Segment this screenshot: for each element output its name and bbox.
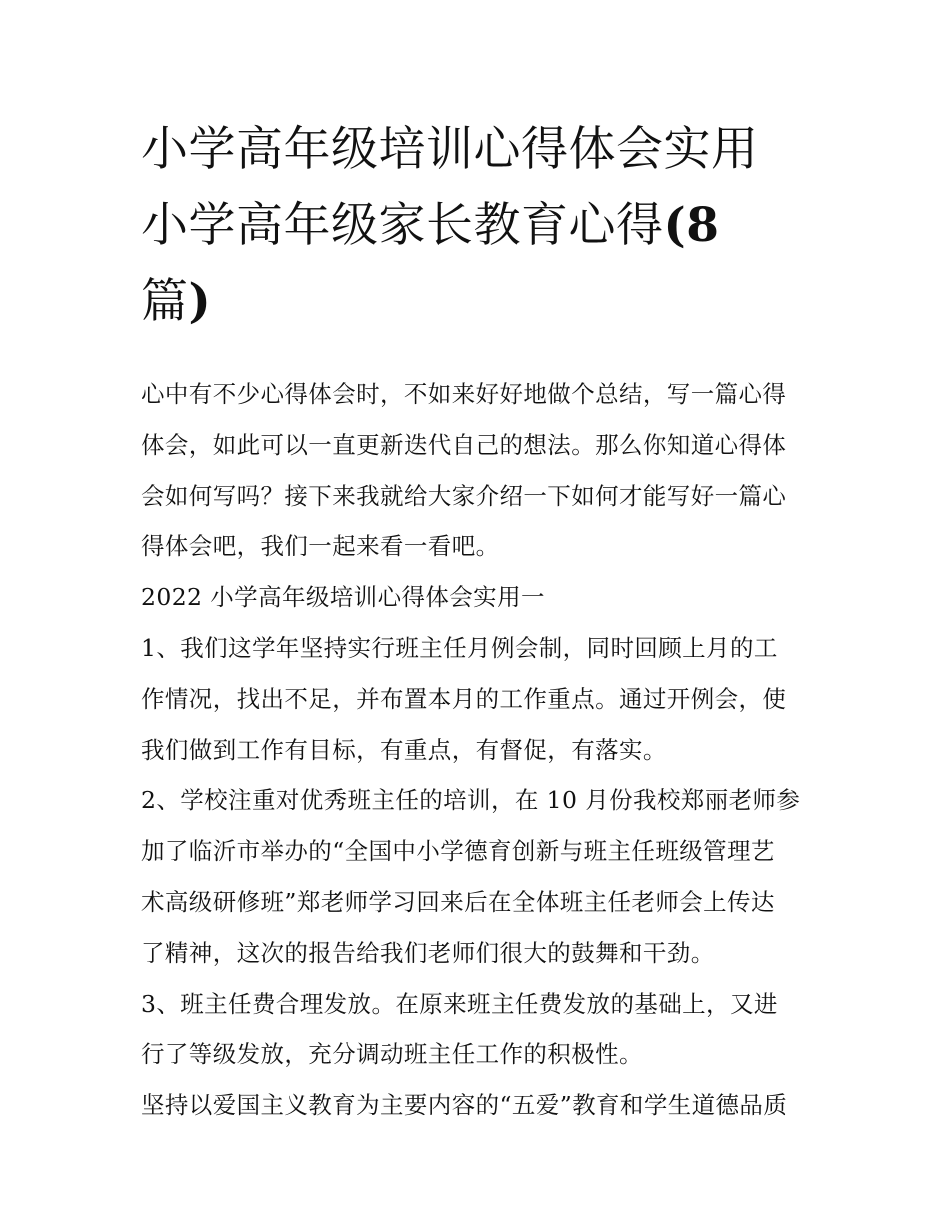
intro-line: 心中有不少心得体会时，不如来好好地做个总结，写一篇心得 <box>141 380 787 408</box>
document-title <box>141 112 813 340</box>
item-3-paragraph <box>141 979 813 1081</box>
item-1-paragraph <box>141 623 813 775</box>
title-line-2: 小学高年级家长教育心得(8 <box>141 198 720 253</box>
title-line-1: 小学高年级培训心得体会实用 <box>141 122 759 177</box>
intro-line: 体会，如此可以一直更新迭代自己的想法。那么你知道心得体 <box>141 430 787 459</box>
document-body <box>141 112 813 1131</box>
item-2-line: 了精神，这次的报告给我们老师们很大的鼓舞和干劲。 <box>141 938 715 967</box>
closing-line: 坚持以爱国主义教育为主要内容的“五爱”教育和学生道德品质 <box>141 1091 788 1120</box>
item-2-line: 术高级研修班”郑老师学习回来后在全体班主任老师会上传达 <box>141 887 775 916</box>
item-2-line: 加了临沂市举办的“全国中小学德育创新与班主任班级管理艺 <box>141 837 775 866</box>
item-2-line: 2、学校注重对优秀班主任的培训，在 10 月份我校郑丽老师参 <box>141 786 801 815</box>
item-1-line: 作情况，找出不足，并布置本月的工作重点。通过开例会，使 <box>141 684 787 713</box>
item-2-paragraph <box>141 775 813 978</box>
closing-paragraph <box>141 1080 813 1131</box>
item-1-line: 1、我们这学年坚持实行班主任月例会制，同时回顾上月的工 <box>141 633 778 662</box>
intro-line: 得体会吧，我们一起来看一看吧。 <box>141 532 500 561</box>
section-heading-text: 2022 小学高年级培训心得体会实用一 <box>141 583 545 612</box>
intro-paragraph <box>141 369 813 572</box>
title-line-3: 篇) <box>141 274 212 329</box>
title-spacing <box>141 340 813 369</box>
item-3-line: 3、班主任费合理发放。在原来班主任费发放的基础上，又进 <box>141 989 778 1018</box>
intro-line: 会如何写吗？接下来我就给大家介绍一下如何才能写好一篇心 <box>141 481 787 510</box>
item-1-line: 我们做到工作有目标，有重点，有督促，有落实。 <box>141 735 667 764</box>
item-3-line: 行了等级发放，充分调动班主任工作的积极性。 <box>141 1040 643 1069</box>
section-heading <box>141 572 813 623</box>
